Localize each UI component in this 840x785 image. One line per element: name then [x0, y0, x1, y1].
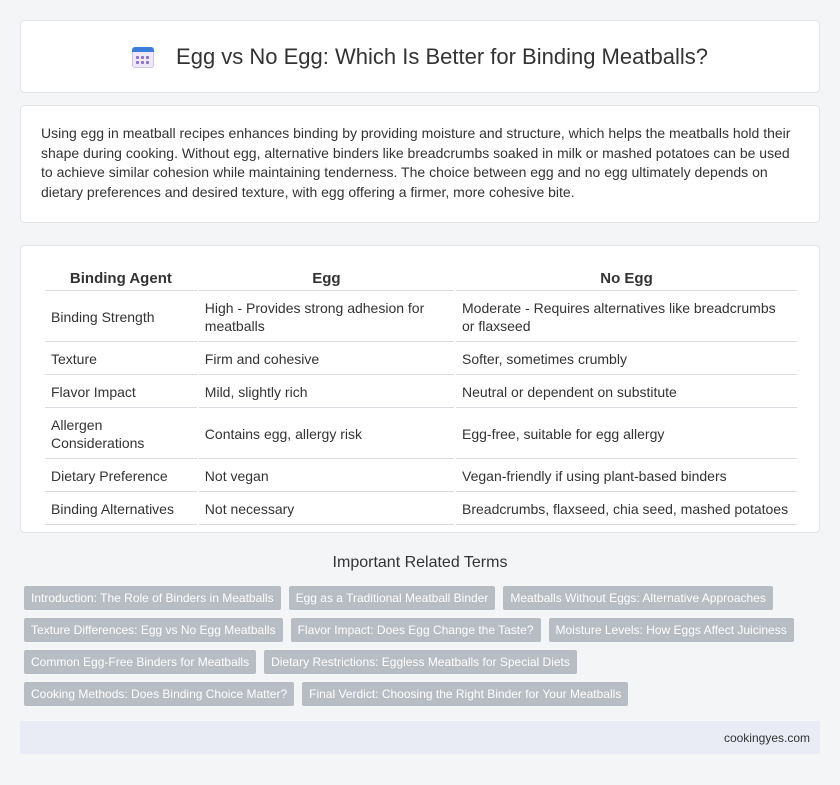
table-cell: Texture	[45, 344, 197, 375]
comparison-table	[43, 264, 799, 527]
column-header: Binding Agent	[45, 266, 197, 291]
related-tag[interactable]: Egg as a Traditional Meatball Binder	[289, 586, 496, 610]
table-row	[45, 293, 797, 342]
table-cell: Binding Alternatives	[45, 494, 197, 525]
page-title: Egg vs No Egg: Which Is Better for Binding Meatballs?	[176, 43, 708, 69]
related-tag[interactable]: Flavor Impact: Does Egg Change the Taste?	[291, 618, 541, 642]
column-header: No Egg	[456, 266, 797, 291]
table-cell: Binding Strength	[45, 293, 197, 342]
table-cell: Vegan-friendly if using plant-based binders	[456, 461, 797, 492]
related-tag[interactable]: Introduction: The Role of Binders in Meatballs	[24, 586, 281, 610]
table-cell: Not necessary	[199, 494, 454, 525]
table-cell: Not vegan	[199, 461, 454, 492]
column-header: Egg	[199, 266, 454, 291]
table-header-row	[45, 266, 797, 291]
table-cell: Firm and cohesive	[199, 344, 454, 375]
related-tag[interactable]: Texture Differences: Egg vs No Egg Meatballs	[24, 618, 283, 642]
table-cell: High - Provides strong adhesion for meatballs	[199, 293, 454, 342]
related-tag[interactable]: Cooking Methods: Does Binding Choice Matter?	[24, 682, 294, 706]
table-row	[45, 344, 797, 375]
related-tag[interactable]: Meatballs Without Eggs: Alternative Approaches	[503, 586, 772, 610]
table-row	[45, 377, 797, 408]
related-terms-title: Important Related Terms	[332, 554, 508, 571]
table-cell: Flavor Impact	[45, 377, 197, 408]
table-cell: Contains egg, allergy risk	[199, 410, 454, 459]
footer-site-link[interactable]: cookingyes.com	[723, 730, 810, 745]
related-tag[interactable]: Final Verdict: Choosing the Right Binder for Your Meatballs	[302, 682, 628, 706]
table-cell: Moderate - Requires alternatives like breadcrumbs or flaxseed	[456, 293, 797, 342]
table-cell: Neutral or dependent on substitute	[456, 377, 797, 408]
intro-text: Using egg in meatball recipes enhances binding by providing moisture and structure, which helps the meatballs hold their shape during cooking. Without egg, alternative binders like breadcrumbs soaked in milk or mashed potatoes can be used to achieve similar cohesion while maintaining tenderness. The choice between egg and no egg ultimately depends on dietary preferences and desired texture, with egg offering a firmer, more cohesive bite.	[41, 125, 791, 200]
calendar-icon	[132, 46, 154, 68]
related-tag[interactable]: Common Egg-Free Binders for Meatballs	[24, 650, 256, 674]
header-card	[20, 20, 820, 93]
table-cell: Softer, sometimes crumbly	[456, 344, 797, 375]
intro-card	[20, 105, 820, 223]
table-row	[45, 494, 797, 525]
table-cell: Breadcrumbs, flaxseed, chia seed, mashed potatoes	[456, 494, 797, 525]
table-cell: Mild, slightly rich	[199, 377, 454, 408]
comparison-table-card	[20, 245, 820, 533]
table-cell: Allergen Considerations	[45, 410, 197, 459]
related-tag[interactable]: Moisture Levels: How Eggs Affect Juiciness	[549, 618, 794, 642]
related-terms-tags	[24, 586, 814, 714]
related-tag[interactable]: Dietary Restrictions: Eggless Meatballs for Special Diets	[264, 650, 577, 674]
footer	[20, 721, 820, 754]
table-cell: Dietary Preference	[45, 461, 197, 492]
table-cell: Egg-free, suitable for egg allergy	[456, 410, 797, 459]
table-row	[45, 410, 797, 459]
table-row	[45, 461, 797, 492]
